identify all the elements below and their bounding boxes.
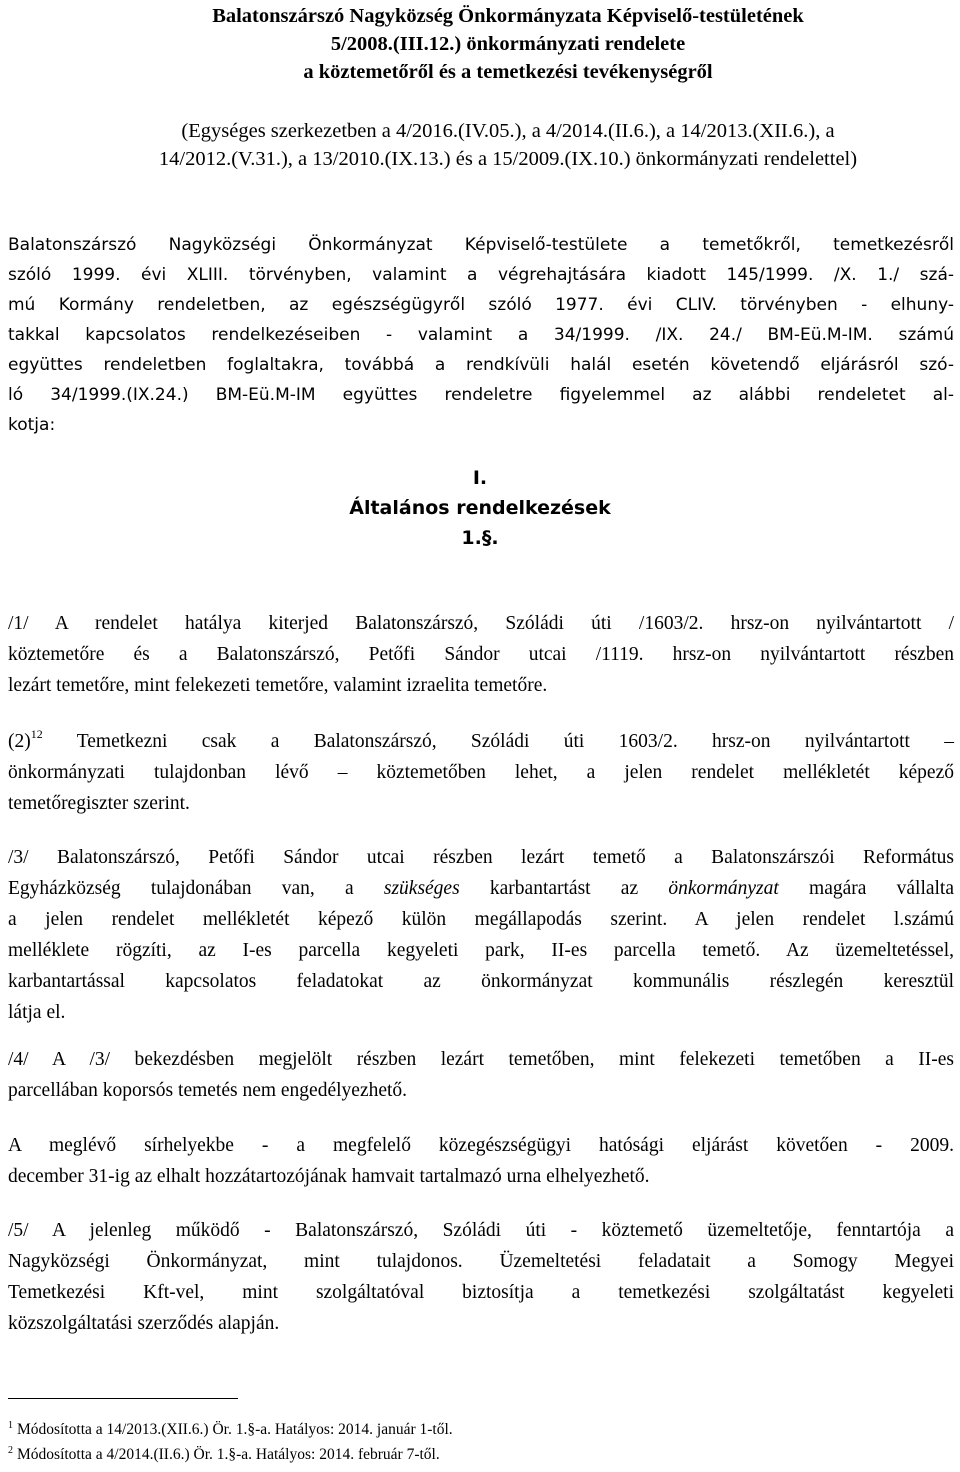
preamble-line: együttes rendeletben foglaltakra, továbbá a rendkívüli halál esetén követendő eljárásról szó- [8,355,954,375]
paragraph-line: közszolgáltatási szerződés alapján. [8,1313,280,1334]
paragraph-line [8,873,954,904]
paragraph-line: köztemetőre és a Balatonszárszó, Petőfi Sándor utcai /1119. hrsz-on nyilvántartott részben [8,644,954,665]
amendment-line-1: (Egységes szerkezetben a 4/2016.(IV.05.), a 4/2014.(II.6.), a 14/2013.(XII.6.), a [181,120,835,142]
paragraph-4 [8,1044,954,1106]
paragraph-line: A meglévő sírhelyekbe - a megfelelő közegészségügyi hatósági eljárást követően - 2009. [8,1135,954,1156]
preamble-line: Balatonszárszó Nagyközségi Önkormányzat Képviselő-testülete a temetőkről, temetkezésről [8,235,954,255]
paragraph-1 [8,608,954,701]
preamble-line: kotja: [8,415,56,435]
paragraph-line: karbantartással kapcsolatos feladatokat az önkormányzat kommunális részlegén keresztül [8,971,954,992]
paragraph-5 [8,1215,954,1339]
paragraph-2 [8,726,954,819]
paragraph-line [8,726,954,757]
footnote-reference: 12 [30,727,43,741]
paragraph-line: temetőregiszter szerint. [8,793,190,814]
preamble [8,230,954,440]
paragraph-line: /5/ A jelenleg működő - Balatonszárszó, Szóládi úti - köztemető üzemeltetője, fenntartója a [8,1220,954,1241]
amendment-line-2: 14/2012.(V.31.), a 13/2010.(IX.13.) és a 15/2009.(IX.10.) önkormányzati rendelettel) [158,148,858,170]
paragraph-2-text: Temetkezni csak a Balatonszárszó, Szóládi úti 1603/2. hrsz-on nyilvántartott – [42,731,954,752]
paragraph-line: látja el. [8,1002,66,1023]
footnote-text: Módosította a 4/2014.(II.6.) Ör. 1.§-a. Hatályos: 2014. február 7-től. [17,1446,440,1463]
preamble-line: szóló 1999. évi XLIII. törvényben, valamint a végrehajtására kiadott 145/1999. /X. 1./ szá- [8,265,954,285]
paragraph-line: lezárt temetőre, mint felekezeti temetőre, valamint izraelita temetőre. [8,675,548,696]
chapter-number: I. [472,467,488,489]
footnote-number: 1 [8,1420,13,1431]
paragraph-text: karbantartást az [459,878,669,899]
paragraph-line: Nagyközségi Önkormányzat, mint tulajdonos. Üzemeltetési feladatait a Somogy Megyei [8,1251,954,1272]
paragraph-line: melléklete rögzíti, az I-es parcella kegyeleti park, II-es parcella temető. Az üzemeltetéssel, [8,940,954,961]
preamble-line: ló 34/1999.(IX.24.) BM-Eü.M-IM együttes rendeletre figyelemmel az alábbi rendeletet al- [8,385,954,405]
paragraph-line: Temetkezési Kft-vel, mint szolgáltatóval biztosítja a temetkezési szolgáltatást kegyeleti [8,1282,954,1303]
paragraph-line: /4/ A /3/ bekezdésben megjelölt részben lezárt temetőben, mint felekezeti temetőben a II-es [8,1049,954,1070]
title-line-1: Balatonszárszó Nagyközség Önkormányzata Képviselő-testületének [212,5,804,27]
footnote-separator [8,1398,238,1399]
preamble-line: takkal kapcsolatos rendelkezéseiben - valamint a 34/1999. /IX. 24./ BM-Eü.M-IM. számú [8,325,954,345]
section-number: 1.§. [461,527,499,549]
paragraph-text: magára vállalta [778,878,955,899]
paragraph-line: önkormányzati tulajdonban lévő – köztemetőben lehet, a jelen rendelet mellékletét képező [8,762,954,783]
paragraph-line: december 31-ig az elhalt hozzátartozójának hamvait tartalmazó urna elhelyezhető. [8,1166,650,1187]
paragraph-3 [8,842,954,1028]
paragraph-line: /1/ A rendelet hatálya kiterjed Balatonszárszó, Szóládi úti /1603/2. hrsz-on nyilvántartott / [8,613,954,634]
document-title [108,2,908,86]
emphasis-text: szükséges [383,878,460,899]
preamble-line: mú Kormány rendeletben, az egészségügyről szóló 1977. évi CLIV. törvényben - elhuny- [8,295,954,315]
paragraph-2-number: (2) [8,731,31,752]
footnote-text: Módosította a 14/2013.(XII.6.) Ör. 1.§-a. Hatályos: 2014. január 1-től. [17,1421,453,1438]
paragraph-line: a jelen rendelet mellékletét képező külön megállapodás szerint. A jelen rendelet l.számú [8,909,954,930]
paragraph-4-continuation [8,1130,954,1192]
footnote-1 [8,1420,453,1440]
title-line-2: 5/2008.(III.12.) önkormányzati rendelete [330,33,686,55]
chapter-title: Általános rendelkezések [349,497,611,519]
footnote-2 [8,1445,440,1465]
amendment-note [108,117,908,173]
paragraph-line: parcellában koporsós temetés nem engedélyezhető. [8,1080,408,1101]
emphasis-text: önkormányzat [668,878,779,899]
paragraph-line: /3/ Balatonszárszó, Petőfi Sándor utcai részben lezárt temető a Balatonszárszói Református [8,847,954,868]
paragraph-text: Egyházközség tulajdonában van, a [8,878,384,899]
title-line-3: a köztemetőről és a temetkezési tevékenységről [303,61,713,83]
footnote-number: 2 [8,1445,13,1456]
